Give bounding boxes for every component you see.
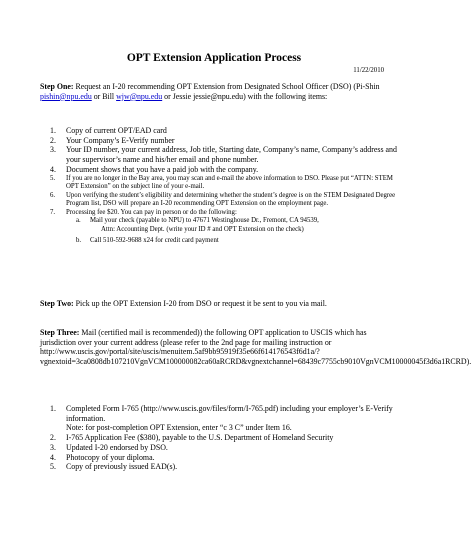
item-number: 6. [50,191,56,199]
payment-option-b-text: Call 510-592-9688 x24 for credit card payment [90,236,219,244]
list-item [50,453,398,463]
list-item [50,126,398,136]
item-number: 2. [50,433,56,443]
payment-option-a-text: Mail your check (payable to NPU) to 47671 Westinghouse Dr., Fremont, CA 94539, [90,217,319,225]
email-link-pishin[interactable]: pishin@npu.edu [40,91,92,101]
item-number: 1. [50,126,56,135]
item-text: Document shows that you have a paid job with the company. [66,164,259,174]
document-date: 11/22/2010 [353,67,384,74]
item-note: Note: for post-completion OPT Extension, enter “c 3 C” under Item 16. [66,423,292,433]
list-item [50,175,398,192]
item-text: Copy of previously issued EAD(s). [66,462,178,472]
step-two-label: Step Two: [40,299,74,308]
list-item [50,443,398,453]
item-number: 5. [50,174,56,182]
item-number: 4. [50,452,56,462]
item-number: 3. [50,442,56,452]
step-one-text-a: Request an I-20 recommending OPT Extension from Designated School Officer (DSO) (Pi-Shin [73,82,380,91]
step-one-label: Step One: [40,82,74,91]
list-item [50,404,398,433]
item-number: 1. [50,404,56,413]
step-three-list [50,404,398,472]
item-letter: a. [76,217,81,225]
payment-option-b [50,237,398,246]
item-number: 7. [50,208,56,216]
list-item [50,165,398,175]
step-one-text-b: or Bill [91,91,117,101]
step-one-text-c: or Jessie jessie@npu.edu) with the following items: [162,91,328,101]
item-text: Updated I-20 endorsed by DSO. [66,442,168,452]
item-text: Processing fee $20. You can pay in person or do the following: [66,208,237,216]
step-two-text: Pick up the OPT Extension I-20 from DSO or request it be sent to you via mail. [73,299,327,308]
item-text: Photocopy of your diploma. [66,452,155,462]
page-title: OPT Extension Application Process [126,52,302,64]
item-text: Upon verifying the student’s eligibility and determining whether the student’s degree is on the STEM Designated Degree Program list, DSO will prepare an I-20 recommending OPT Extension on the employment page. [66,191,396,208]
item-number: 2. [50,135,56,145]
step-three-label: Step Three: [40,328,80,337]
list-item [50,209,398,218]
item-text: Copy of current OPT/EAD card [66,126,167,135]
payment-option-a [50,217,398,226]
step-two-paragraph [40,299,398,309]
item-number: 3. [50,145,56,155]
step-three-paragraph [40,328,471,367]
item-number: 4. [50,164,56,174]
list-item [50,433,398,443]
step-three-text: Mail (certified mail is recommended)) the following OPT application to USCIS which has jurisdiction over your current address (please refer to the 2nd page for mailing instruction or http://www.uscis.gov/portal/site/uscis/menuitem.5af9bb95919f35e66f614176543f6d1a/?vgnextoid=3ca0808db107210VgnVCM100000082ca60aRCRD&vgnextchannel=68439c7755cb9010VgnVCM10000045f3d6a1RCRD). [40,328,471,367]
item-text: I-765 Application Fee ($380), payable to the U.S. Department of Homeland Security [66,433,334,443]
payment-option-a-attn: Attn: Accounting Dept. (write your ID # and OPT Extension on the check) [101,226,304,234]
item-text: Your ID number, your current address, Job title, Starting date, Company’s name, Company’s address and your supervisor’s name and his/her email and phone number. [66,145,397,165]
item-text: Your Company’s E-Verify number [66,135,175,145]
item-text: Completed Form I-765 (http://www.uscis.gov/files/form/I-765.pdf) including your employer’s E-Verify information. [66,404,393,423]
step-one-list [50,126,398,245]
email-link-bill[interactable]: wjw@npu.edu [116,91,163,101]
item-number: 5. [50,462,56,472]
step-one-paragraph [40,82,398,101]
list-item [50,136,398,146]
item-text: If you are no longer in the Bay area, you may scan and e-mail the above information to DSO. Please put “ATTN: STEM OPT Extension” on the subject line of your e-mail. [66,174,393,191]
list-item [50,462,398,472]
list-item [50,145,398,164]
list-item [50,192,398,209]
item-letter: b. [76,236,82,244]
